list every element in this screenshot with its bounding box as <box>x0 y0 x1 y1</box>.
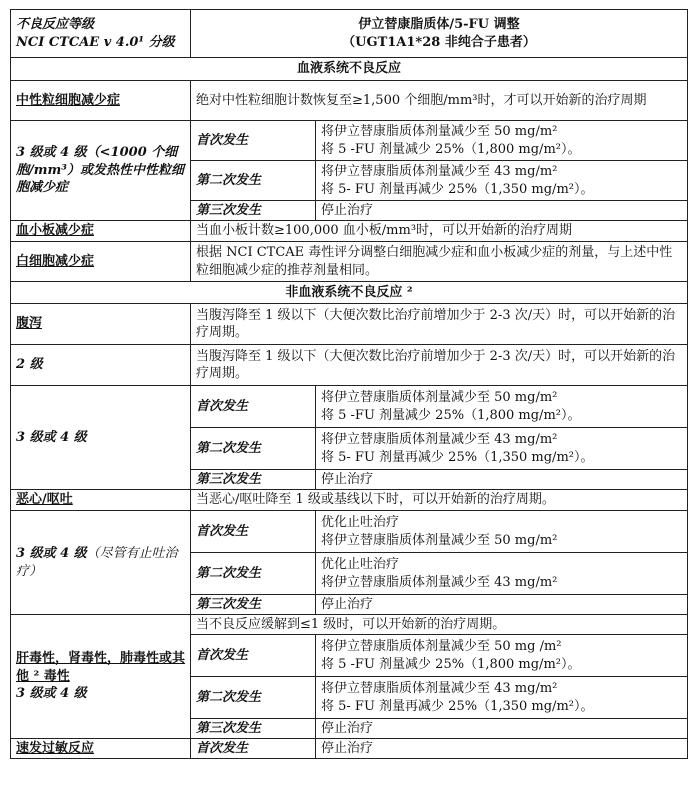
diarrhea-grade34-label: 3 级或 4 级 <box>11 386 191 490</box>
table-row <box>11 304 688 345</box>
nausea-grade-note: （尽管有止吐治疗） <box>16 546 178 579</box>
dose-line: 将伊立替康脂质体剂量减少至 43 mg/m² <box>321 574 558 590</box>
nausea-resume: 当恶心/呕吐降至 1 级或基线以下时，可以开始新的治疗周期。 <box>191 490 688 511</box>
table-row <box>11 242 688 282</box>
leukopenia-text: 根据 NCI CTCAE 毒性评分调整白细胞减少症和血小板减少症的剂量，与上述中性粒细胞减少症的推荐剂量相同。 <box>191 242 688 282</box>
table-row <box>11 121 688 161</box>
organ-toxicity-label <box>11 615 191 739</box>
stop-treatment: 停止治疗 <box>316 470 688 490</box>
nausea-first-action <box>316 511 688 553</box>
platelet-label: 血小板减少症 <box>11 221 191 242</box>
nausea-grade-main: 3 级或 4 级 <box>16 546 87 561</box>
diarrhea-grade2-text: 当腹泻降至 1 级以下（大便次数比治疗前增加少于 2-3 次/天）时，可以开始新的治疗周期。 <box>191 345 688 386</box>
nausea-second-action <box>316 553 688 595</box>
neutropenia-resume: 绝对中性粒细胞计数恢复至≥1,500 个细胞/mm³时，才可以开始新的治疗周期 <box>191 81 688 121</box>
dose-line: 将伊立替康脂质体剂量减少至 43 mg/m² <box>321 164 558 179</box>
phase-third: 第三次发生 <box>191 719 316 739</box>
organ-first-action <box>316 635 688 677</box>
stop-treatment: 停止治疗 <box>316 739 688 759</box>
header-ctcae: NCI CTCAE v 4.0¹ 分级 <box>16 34 175 50</box>
phase-second: 第二次发生 <box>191 677 316 719</box>
table-row <box>11 615 688 635</box>
dose-line: 将伊立替康脂质体剂量减少至 50 mg/m² <box>321 390 558 405</box>
dose-line: 将伊立替康脂质体剂量减少至 50 mg /m² <box>321 639 562 654</box>
header-row <box>11 10 688 58</box>
dose-line: 将 5- FU 剂量再减少 25%（1,350 mg/m²）。 <box>321 449 594 465</box>
phase-second: 第二次发生 <box>191 428 316 470</box>
phase-second: 第二次发生 <box>191 161 316 201</box>
diarrhea-first-action <box>316 386 688 428</box>
phase-first: 首次发生 <box>191 739 316 759</box>
section-row <box>11 282 688 304</box>
dose-line: 将 5- FU 剂量再减少 25%（1,350 mg/m²）。 <box>321 698 594 714</box>
nausea-label: 恶心/呕吐 <box>11 490 191 511</box>
diarrhea-grade2-label: 2 级 <box>11 345 191 386</box>
table-row <box>11 345 688 386</box>
nausea-grade-label <box>11 511 191 615</box>
organ-toxicity-grade: 3 级或 4 级 <box>16 686 87 702</box>
phase-third: 第三次发生 <box>191 470 316 490</box>
anaphylaxis-label: 速发过敏反应 <box>11 739 191 759</box>
section-non-hematologic: 非血液系统不良反应 ² <box>11 282 688 304</box>
header-adjust-title: 伊立替康脂质体/5-FU 调整 <box>358 17 520 32</box>
phase-third: 第三次发生 <box>191 595 316 615</box>
table-row <box>11 490 688 511</box>
organ-toxicity-name: 肝毒性，肾毒性，肺毒性或其他 ² 毒性 <box>16 651 186 684</box>
table-row <box>11 739 688 759</box>
organ-resume: 当不良反应缓解到≤1 级时，可以开始新的治疗周期。 <box>191 615 688 635</box>
diarrhea-resume: 当腹泻降至 1 级以下（大便次数比治疗前增加少于 2-3 次/天）时，可以开始新的治疗周期。 <box>191 304 688 345</box>
header-ugt-note: （UGT1A1*28 非纯合子患者） <box>342 34 536 50</box>
header-grade-title: 不良反应等级 <box>16 17 95 32</box>
table-row <box>11 511 688 553</box>
phase-first: 首次发生 <box>191 121 316 161</box>
dose-line: 将伊立替康脂质体剂量减少至 43 mg/m² <box>321 432 558 447</box>
stop-treatment: 停止治疗 <box>316 201 688 221</box>
dose-line: 将伊立替康脂质体剂量减少至 50 mg/m² <box>321 532 558 548</box>
table-row <box>11 221 688 242</box>
dose-line: 将伊立替康脂质体剂量减少至 43 mg/m² <box>321 681 558 696</box>
phase-first: 首次发生 <box>191 386 316 428</box>
dose-line: 将 5 -FU 剂量减少 25%（1,800 mg/m²）。 <box>321 141 581 157</box>
platelet-text: 当血小板计数≥100,000 血小板/mm³时，可以开始新的治疗周期 <box>191 221 688 242</box>
table-row <box>11 386 688 428</box>
neutropenia-label: 中性粒细胞减少症 <box>11 81 191 121</box>
stop-treatment: 停止治疗 <box>316 595 688 615</box>
phase-third: 第三次发生 <box>191 201 316 221</box>
header-right-cell <box>191 10 688 58</box>
dose-line: 将 5 -FU 剂量减少 25%（1,800 mg/m²）。 <box>321 407 581 423</box>
dose-line: 将 5- FU 剂量再减少 25%（1,350 mg/m²）。 <box>321 181 594 197</box>
diarrhea-second-action <box>316 428 688 470</box>
stop-treatment: 停止治疗 <box>316 719 688 739</box>
phase-first: 首次发生 <box>191 511 316 553</box>
section-row <box>11 58 688 81</box>
neutropenia-grade-label: 3 级或 4 级（<1000 个细胞/mm³）或发热性中性粒细胞减少症 <box>11 121 191 221</box>
header-left-cell <box>11 10 191 58</box>
dose-line: 将 5 -FU 剂量减少 25%（1,800 mg/m²）。 <box>321 656 581 672</box>
antiemetic-line: 优化止吐治疗 <box>321 557 400 572</box>
organ-second-action <box>316 677 688 719</box>
section-hematologic: 血液系统不良反应 <box>11 58 688 81</box>
antiemetic-line: 优化止吐治疗 <box>321 515 400 530</box>
dose-adjustment-table <box>10 9 688 759</box>
diarrhea-label: 腹泻 <box>11 304 191 345</box>
neutropenia-first-action <box>316 121 688 161</box>
neutropenia-second-action <box>316 161 688 201</box>
phase-second: 第二次发生 <box>191 553 316 595</box>
phase-first: 首次发生 <box>191 635 316 677</box>
table-row <box>11 81 688 121</box>
dose-line: 将伊立替康脂质体剂量减少至 50 mg/m² <box>321 124 558 139</box>
leukopenia-label: 白细胞减少症 <box>11 242 191 282</box>
